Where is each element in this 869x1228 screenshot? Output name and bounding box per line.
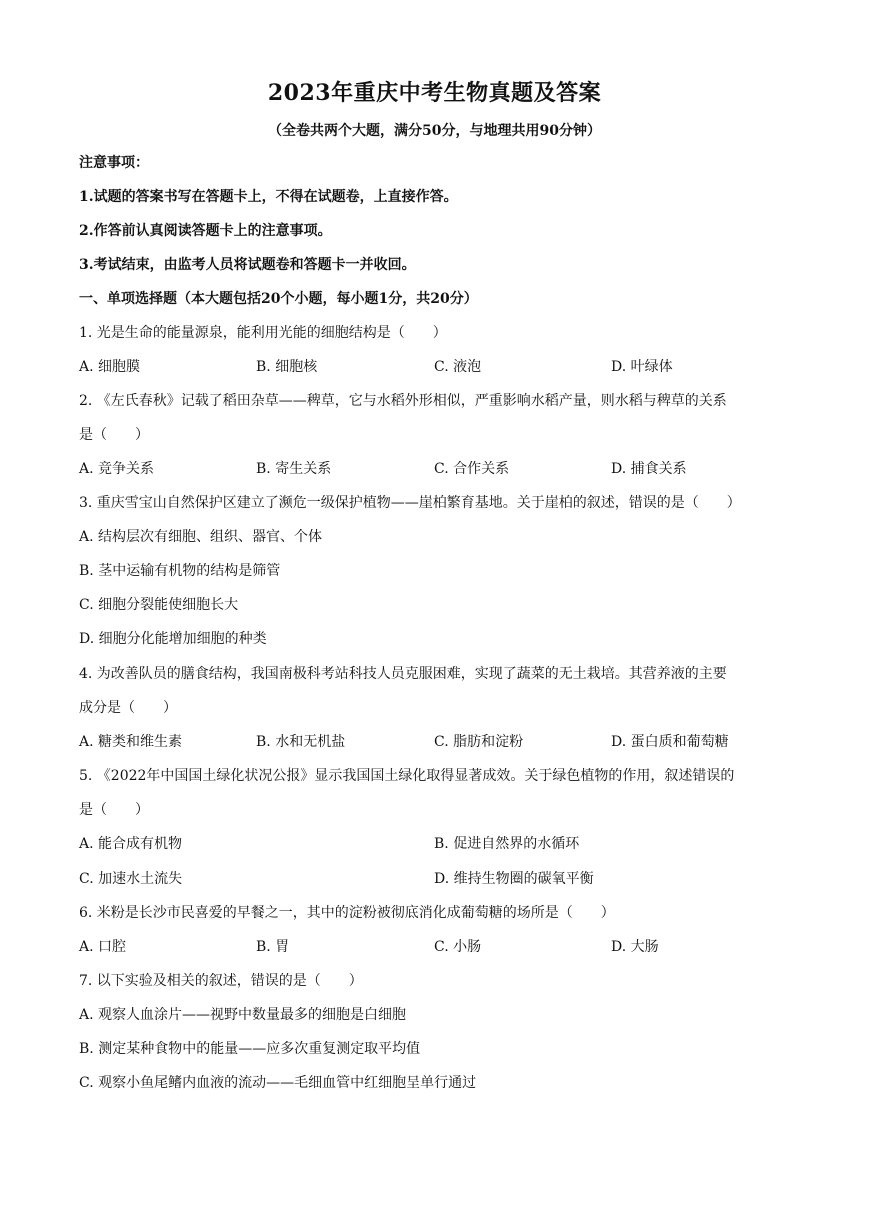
page-subtitle: （全卷共两个大题，满分50分，与地理共用90分钟） (268, 123, 601, 139)
question-stem: 7. 以下实验及相关的叙述，错误的是（ ） (79, 973, 363, 989)
option-b: B. 茎中运输有机物的结构是筛管 (79, 563, 281, 579)
option-b: B. 胃 (256, 939, 290, 955)
option-a: A. 观察人血涂片——视野中数量最多的细胞是白细胞 (79, 1007, 407, 1023)
question-stem: 是（ ） (79, 427, 149, 443)
option-b: B. 促进自然界的水循环 (434, 836, 580, 852)
question-stem: 5. 《2022年中国国土绿化状况公报》显示我国国土绿化取得显著成效。关于绿色植物的作用，叙述错误的 (79, 768, 735, 784)
option-c: C. 合作关系 (434, 461, 510, 477)
option-a: A. 能合成有机物 (79, 836, 183, 852)
option-a: A. 糖类和维生素 (79, 734, 183, 750)
section-heading: 一、单项选择题（本大题包括20个小题，每小题1分，共20分） (79, 291, 478, 307)
option-d: D. 大肠 (611, 939, 659, 955)
question-stem: 1. 光是生命的能量源泉，能利用光能的细胞结构是（ ） (79, 325, 447, 341)
option-c: C. 加速水土流失 (79, 871, 183, 887)
question-stem: 3. 重庆雪宝山自然保护区建立了濒危一级保护植物——崖柏繁育基地。关于崖柏的叙述，错误的是（ ） (79, 495, 741, 511)
option-a: A. 细胞膜 (79, 359, 141, 375)
option-a: A. 口腔 (79, 939, 127, 955)
option-a: A. 结构层次有细胞、组织、器官、个体 (79, 529, 323, 545)
option-b: B. 细胞核 (256, 359, 318, 375)
page-title: 2023年重庆中考生物真题及答案 (267, 80, 602, 106)
option-d: D. 维持生物圈的碳氧平衡 (434, 871, 594, 887)
option-d: D. 捕食关系 (611, 461, 687, 477)
option-c: C. 观察小鱼尾鳍内血液的流动——毛细血管中红细胞呈单行通过 (79, 1075, 477, 1091)
option-c: C. 细胞分裂能使细胞长大 (79, 597, 239, 613)
notice-item: 3.考试结束，由监考人员将试题卷和答题卡一并收回。 (79, 257, 416, 273)
option-d: D. 蛋白质和葡萄糖 (611, 734, 729, 750)
option-c: C. 小肠 (434, 939, 482, 955)
question-stem: 4. 为改善队员的膳食结构，我国南极科考站科技人员克服困难，实现了蔬菜的无土栽培。其营养液的主要 (79, 666, 727, 682)
notice-heading: 注意事项： (79, 155, 149, 171)
question-stem: 是（ ） (79, 802, 149, 818)
notice-item: 1.试题的答案书写在答题卡上，不得在试题卷，上直接作答。 (79, 189, 458, 205)
question-stem: 2. 《左氏春秋》记载了稻田杂草——稗草，它与水稻外形相似，严重影响水稻产量，则水稻与稗草的关系 (79, 393, 727, 409)
option-b: B. 测定某种食物中的能量——应多次重复测定取平均值 (79, 1041, 421, 1057)
option-c: C. 脂肪和淀粉 (434, 734, 524, 750)
option-c: C. 液泡 (434, 359, 482, 375)
option-a: A. 竞争关系 (79, 461, 155, 477)
question-stem: 成分是（ ） (79, 700, 177, 716)
notice-item: 2.作答前认真阅读答题卡上的注意事项。 (79, 223, 332, 239)
option-b: B. 寄生关系 (256, 461, 332, 477)
option-b: B. 水和无机盐 (256, 734, 346, 750)
question-stem: 6. 米粉是长沙市民喜爱的早餐之一，其中的淀粉被彻底消化成葡萄糖的场所是（ ） (79, 905, 615, 921)
option-d: D. 叶绿体 (611, 359, 673, 375)
option-d: D. 细胞分化能增加细胞的种类 (79, 631, 267, 647)
